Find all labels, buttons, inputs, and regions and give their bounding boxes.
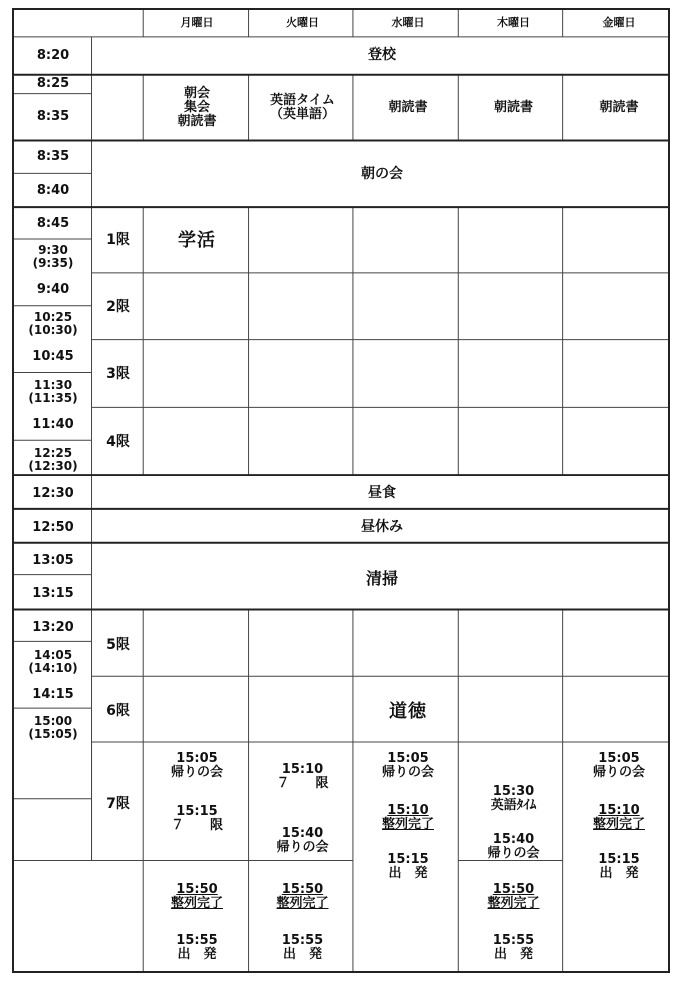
afternoon-tue-label2: 帰りの会 — [276, 840, 329, 855]
time-1250: 12:50 — [32, 519, 74, 535]
time-1045: 10:45 — [32, 349, 74, 365]
morning-mon — [144, 75, 250, 141]
time-1140: 11:40 — [32, 417, 74, 433]
time-0940: 9:40 — [36, 282, 70, 298]
afternoon-fri-time3: 15:15 — [598, 851, 640, 867]
afternoon-tue-time4: 15:55 — [281, 932, 324, 948]
afternoon-tue-2 — [250, 822, 355, 860]
afternoon-mon-3 — [144, 878, 250, 916]
time-1225-alt: (12:30) — [28, 458, 78, 473]
period-1: 1限 — [106, 232, 130, 249]
period-5: 5限 — [106, 636, 130, 653]
time-0840: 8:40 — [36, 182, 70, 198]
time-0930-main: 9:30 — [38, 243, 68, 258]
afternoon-mon-label4: 出 発 — [177, 947, 217, 962]
afternoon-wed-time1: 15:05 — [387, 750, 429, 766]
morning-thu: 朝読書 — [493, 99, 533, 115]
afternoon-thu-2 — [461, 828, 566, 866]
afternoon-wed-time3: 15:15 — [387, 851, 429, 867]
time-1320: 13:20 — [32, 619, 74, 635]
afternoon-mon-2 — [144, 800, 250, 838]
time-1130-alt: (11:35) — [28, 390, 78, 405]
afternoon-mon-time2: 15:15 — [176, 803, 218, 819]
time-1500-main: 15:00 — [33, 714, 73, 729]
morning-tue — [250, 75, 355, 141]
period-4: 4限 — [106, 434, 130, 451]
afternoon-wed-1 — [355, 747, 461, 785]
morning-mon-line3: 朝読書 — [177, 114, 217, 130]
afternoon-wed-label2: 整列完了 — [381, 817, 434, 832]
afternoon-thu-time3: 15:50 — [492, 881, 535, 897]
lesson-mon-p1: 学活 — [178, 230, 216, 252]
time-1500 — [14, 711, 92, 745]
time-0835-end: 8:35 — [36, 109, 70, 125]
afternoon-fri-label2: 整列完了 — [592, 817, 645, 832]
afternoon-fri-1 — [566, 747, 670, 785]
morning-fri: 朝読書 — [599, 99, 639, 115]
time-1405 — [14, 644, 92, 679]
time-1305: 13:05 — [32, 552, 74, 568]
afternoon-wed-time2: 15:10 — [387, 802, 429, 818]
afternoon-thu-4 — [461, 928, 566, 968]
time-1130-main: 11:30 — [33, 377, 73, 392]
afternoon-tue-time1: 15:10 — [281, 761, 324, 777]
afternoon-thu-3 — [461, 878, 566, 916]
header-day-wed: 水曜日 — [391, 16, 425, 30]
time-1025 — [14, 307, 92, 341]
afternoon-wed-label3: 出 発 — [388, 866, 428, 881]
time-0825: 8:25 — [36, 76, 70, 92]
afternoon-thu-time4: 15:55 — [492, 932, 535, 948]
time-0835: 8:35 — [36, 149, 70, 165]
header-day-mon: 月曜日 — [180, 16, 214, 30]
time-1405-main: 14:05 — [33, 647, 73, 662]
afternoon-thu-label4: 出 発 — [493, 947, 533, 962]
period-2: 2限 — [106, 298, 130, 315]
time-1225-main: 12:25 — [33, 445, 73, 460]
morning-mon-line1: 朝会 — [183, 85, 210, 101]
event-asa-no-kai: 朝の会 — [361, 165, 403, 182]
morning-wed: 朝読書 — [388, 99, 428, 115]
time-1415: 14:15 — [32, 686, 74, 702]
morning-mon-line2: 集会 — [183, 99, 210, 115]
lesson-wed-p6: 道徳 — [389, 701, 427, 723]
afternoon-wed-2 — [355, 798, 461, 838]
event-seisou: 清掃 — [365, 568, 398, 588]
afternoon-tue-label4: 出 発 — [282, 947, 322, 962]
afternoon-thu-time2: 15:40 — [492, 831, 535, 847]
morning-tue-line1: 英語タイム — [270, 92, 335, 108]
afternoon-tue-time3: 15:50 — [281, 881, 324, 897]
time-1225 — [14, 442, 92, 477]
afternoon-tue-time2: 15:40 — [281, 825, 324, 841]
afternoon-wed-3 — [355, 848, 461, 886]
afternoon-fri-3 — [566, 848, 670, 886]
header-day-thu: 木曜日 — [497, 16, 530, 30]
event-tokou: 登校 — [368, 47, 396, 64]
time-1230: 12:30 — [32, 485, 74, 501]
period-7: 7限 — [106, 795, 130, 812]
afternoon-wed-label1: 帰りの会 — [381, 765, 434, 780]
afternoon-mon-1 — [144, 747, 250, 785]
time-1130 — [14, 374, 92, 409]
afternoon-tue-1 — [250, 758, 355, 796]
period-6: 6限 — [106, 703, 130, 720]
event-hiruyasumi: 昼休み — [361, 519, 403, 536]
afternoon-tue-label1: ７ 限 — [276, 776, 329, 791]
afternoon-tue-4 — [250, 928, 355, 968]
afternoon-tue-3 — [250, 878, 355, 916]
afternoon-mon-label1: 帰りの会 — [170, 765, 223, 780]
time-1025-main: 10:25 — [33, 310, 73, 325]
time-0820: 8:20 — [36, 47, 70, 63]
afternoon-mon-4 — [144, 928, 250, 968]
afternoon-fri-label3: 出 発 — [599, 866, 639, 881]
afternoon-mon-time4: 15:55 — [176, 932, 218, 948]
morning-tue-line2: （英単語） — [269, 107, 335, 122]
afternoon-tue-label3: 整列完了 — [276, 896, 329, 911]
afternoon-fri-time2: 15:10 — [598, 802, 640, 818]
afternoon-mon-label2: ７ 限 — [170, 818, 223, 833]
time-0930-alt: (9:35) — [32, 256, 74, 270]
afternoon-thu-time1: 15:30 — [492, 783, 535, 799]
time-1025-alt: (10:30) — [28, 323, 78, 337]
time-1405-alt: (14:10) — [28, 660, 78, 675]
afternoon-thu-label3: 整列完了 — [487, 896, 540, 911]
period-3: 3限 — [106, 366, 130, 383]
afternoon-thu-1 — [461, 780, 566, 818]
timetable — [12, 8, 670, 973]
afternoon-mon-label3: 整列完了 — [170, 896, 223, 911]
afternoon-fri-label1: 帰りの会 — [592, 765, 645, 780]
afternoon-fri-2 — [566, 798, 670, 838]
afternoon-fri-time1: 15:05 — [598, 750, 640, 766]
header-day-fri: 金曜日 — [602, 16, 636, 30]
event-chuushoku: 昼食 — [368, 485, 396, 502]
time-0845: 8:45 — [36, 215, 70, 231]
time-0930 — [14, 240, 92, 274]
header-day-tue: 火曜日 — [286, 16, 319, 30]
afternoon-thu-label1: 英語ﾀｲﾑ — [490, 798, 537, 813]
time-1500-alt: (15:05) — [28, 727, 78, 741]
afternoon-mon-time3: 15:50 — [176, 881, 218, 897]
afternoon-thu-label2: 帰りの会 — [487, 846, 540, 861]
afternoon-mon-time1: 15:05 — [176, 750, 218, 766]
time-1315: 13:15 — [32, 586, 74, 602]
